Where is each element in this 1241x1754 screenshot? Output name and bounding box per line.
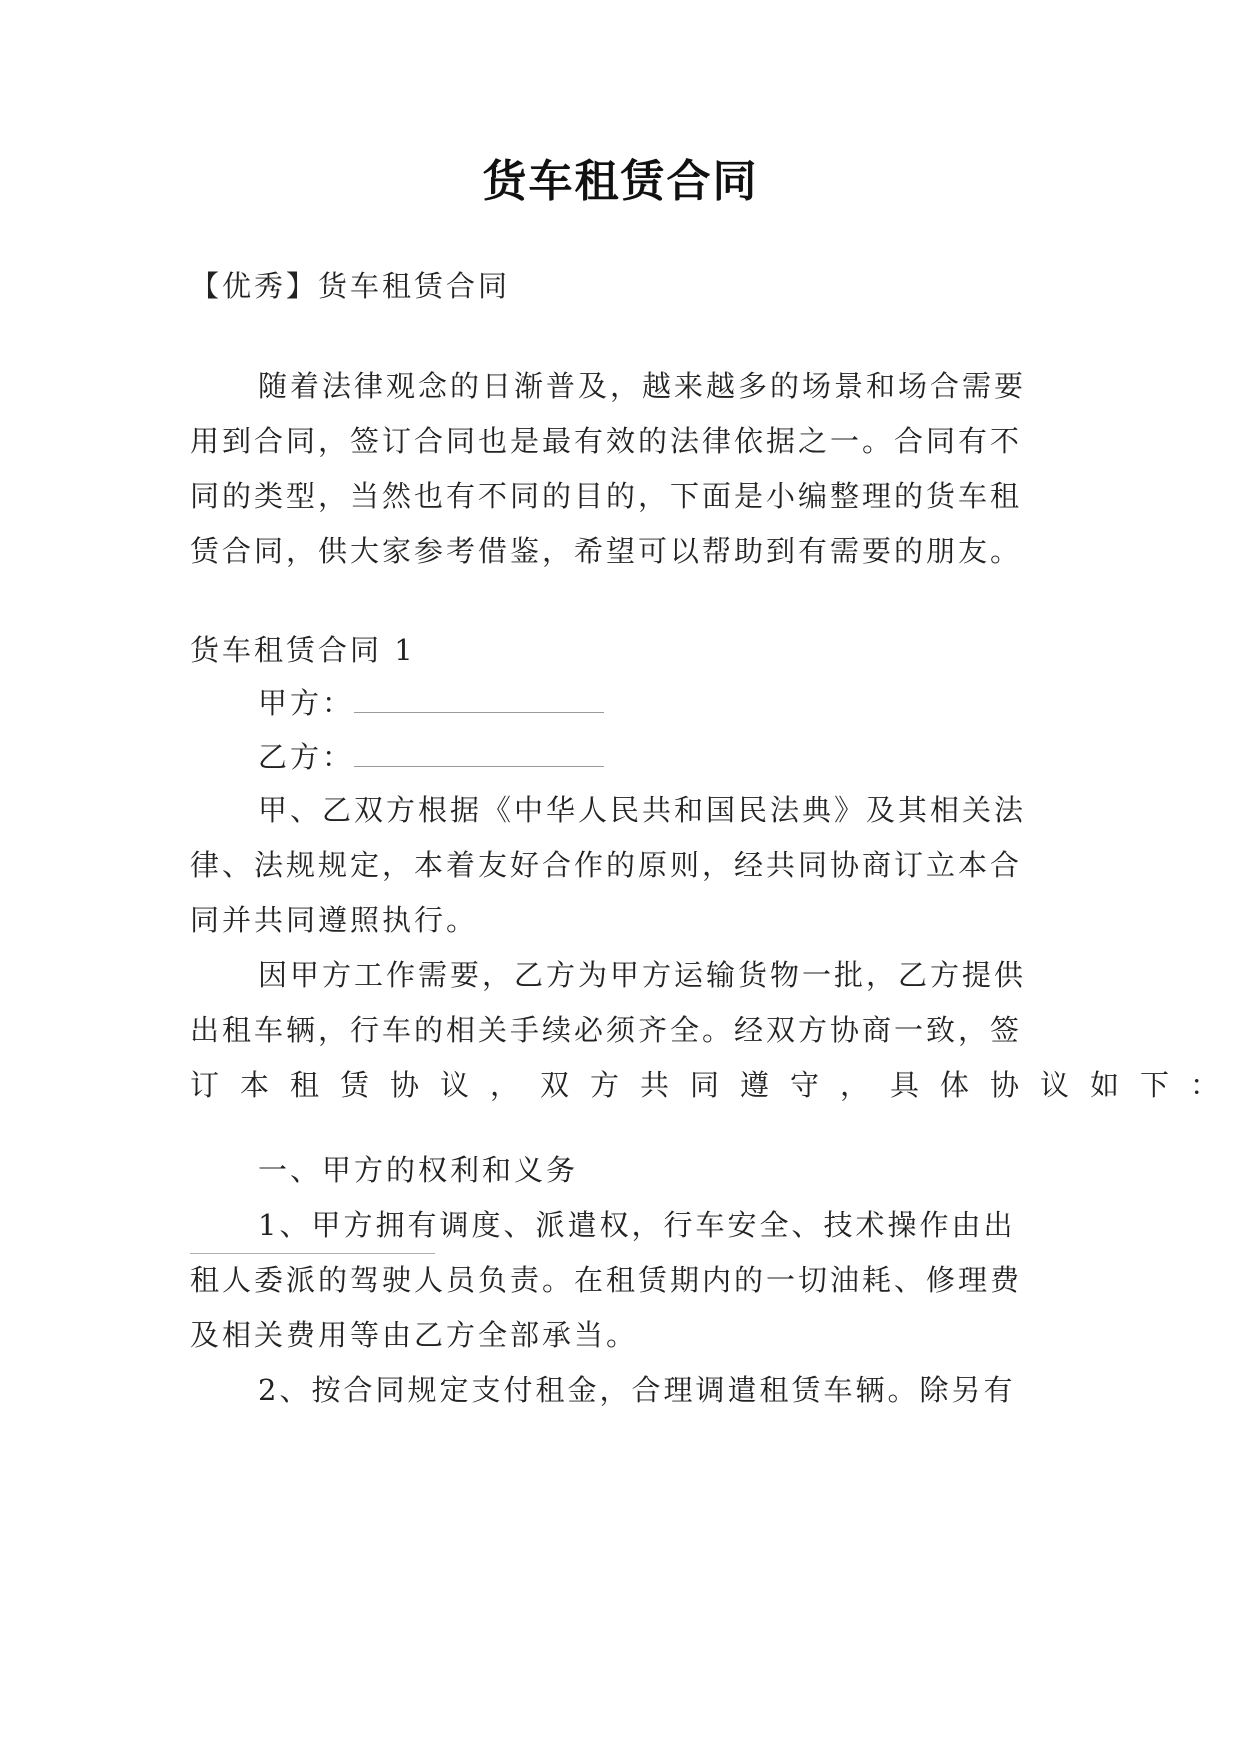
item1-line-2: 租人委派的驾驶人员负责。在租赁期内的一切油耗、修理费 — [190, 1263, 1023, 1297]
intro-line-1: 随着法律观念的日渐普及，越来越多的场景和场合需要 — [258, 369, 1027, 403]
item1-line-1: 1、甲方拥有调度、派遣权，行车安全、技术操作由出 — [258, 1208, 1016, 1242]
blank-rule — [190, 1253, 435, 1254]
intro-line-3: 同的类型，当然也有不同的目的，下面是小编整理的货车租 — [190, 479, 1023, 513]
basis-line-3: 同并共同遵照执行。 — [190, 903, 479, 937]
purpose-line-2: 出租车辆，行车的相关手续必须齐全。经双方协商一致，签 — [190, 1013, 1023, 1047]
intro-line-2: 用到合同，签订合同也是最有效的法律依据之一。合同有不 — [190, 424, 1023, 458]
document-title: 货车租赁合同 — [482, 156, 759, 207]
party-a-row — [258, 683, 604, 723]
party-a-label: 甲方： — [258, 686, 355, 720]
party-a-blank — [354, 690, 604, 713]
item1-line-3: 及相关费用等由乙方全部承当。 — [190, 1318, 639, 1352]
section1-heading: 一、甲方的权利和义务 — [258, 1153, 579, 1187]
basis-line-2: 律、法规规定，本着友好合作的原则，经共同协商订立本合 — [190, 848, 1023, 882]
party-b-label: 乙方： — [258, 740, 355, 774]
document-subtitle: 【优秀】货车租赁合同 — [190, 269, 511, 303]
item2-line-1: 2、按合同规定支付租金，合理调遣租赁车辆。除另有 — [258, 1373, 1016, 1407]
basis-line-1: 甲、乙双方根据《中华人民共和国民法典》及其相关法 — [258, 793, 1027, 827]
purpose-line-3: 订本租赁协议，双方共同遵守，具体协议如下： — [190, 1068, 1241, 1102]
party-b-row — [258, 737, 604, 777]
intro-line-4: 赁合同，供大家参考借鉴，希望可以帮助到有需要的朋友。 — [190, 534, 1023, 568]
contract-heading: 货车租赁合同 1 — [190, 633, 416, 667]
party-b-blank — [354, 744, 604, 767]
purpose-line-1: 因甲方工作需要，乙方为甲方运输货物一批，乙方提供 — [258, 958, 1027, 992]
